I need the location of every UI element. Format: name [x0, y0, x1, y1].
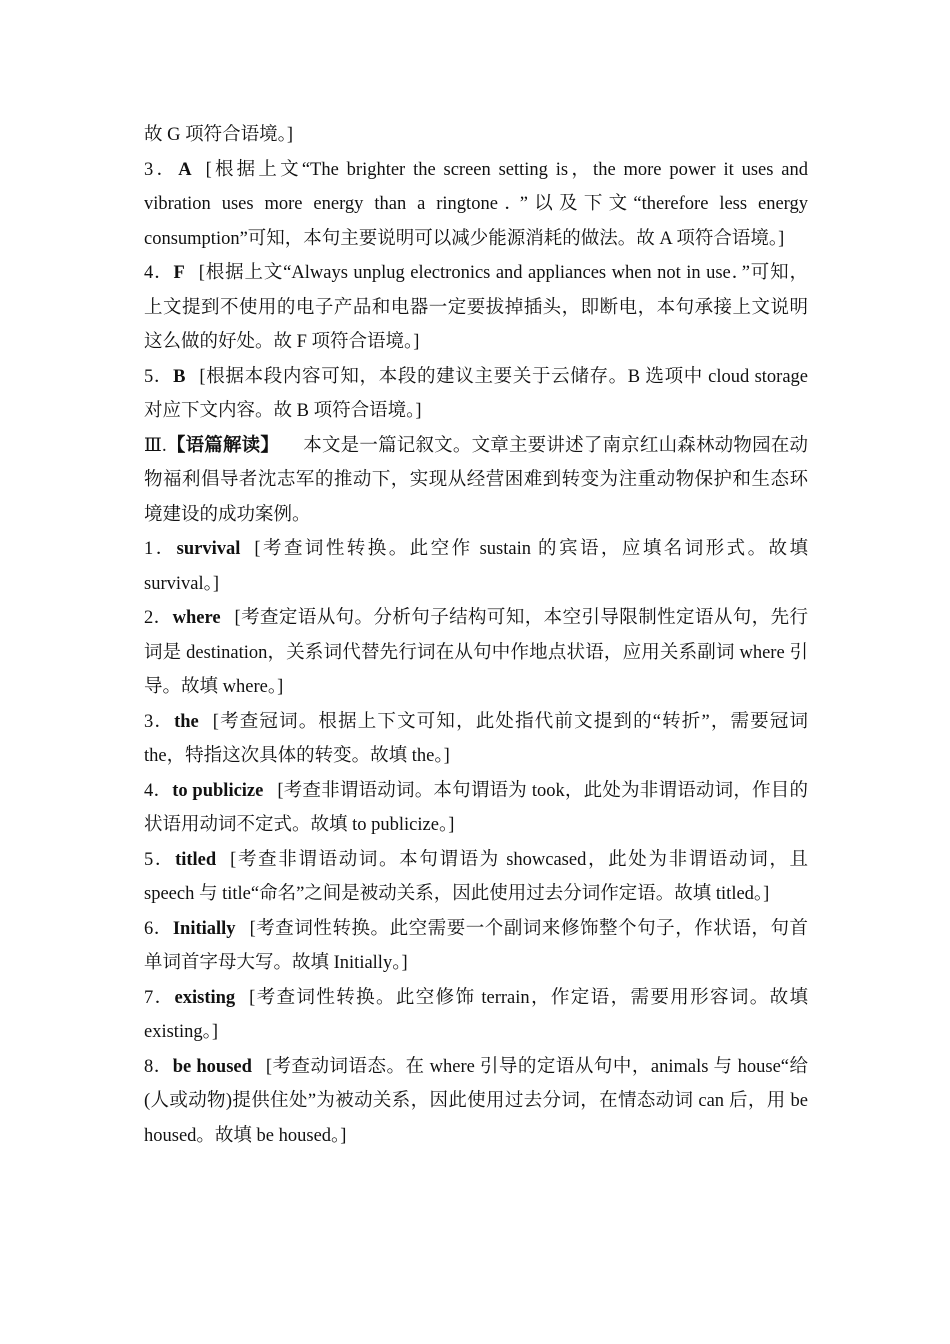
item-explanation: [考查冠词。根据上下文可知，此处指代前文提到的“转折”，需要冠词 the，特指这次具体的转变。故填 the。] — [144, 711, 808, 766]
section2-tail-text: 故 G 项符合语境。] — [144, 125, 294, 145]
item-answer: existing — [174, 987, 236, 1008]
item-explanation: [考查词性转换。此空修饰 terrain，作定语，需要用形容词。故填 existing。] — [144, 987, 808, 1042]
item-number: 2． — [144, 608, 173, 628]
item-answer: B — [173, 366, 186, 387]
item-explanation: [考查词性转换。此空需要一个副词来修饰整个句子，作状语，句首单词首字母大写。故填 Initially。] — [144, 918, 808, 973]
answer-item-s3-1 — [144, 532, 808, 601]
section2-tail — [144, 118, 808, 153]
item-answer: the — [174, 711, 199, 732]
section3-tag: 【语篇解读】 — [166, 435, 280, 456]
item-number: 5． — [144, 366, 174, 387]
section3-summary: 本文是一篇记叙文。文章主要讲述了南京红山森林动物园在动物福利倡导者沈志军的推动下，实现从经营困难到转变为注重动物保护和生态环境建设的成功案例。 — [144, 435, 808, 525]
answer-item-s3-6 — [144, 912, 808, 981]
answer-item-s2-3 — [144, 153, 808, 257]
item-answer: Initially — [172, 918, 236, 939]
item-explanation: [根据本段内容可知，本段的建议主要关于云储存。B 选项中 cloud storage 对应下文内容。故 B 项符合语境。] — [144, 366, 808, 421]
answer-item-s3-5 — [144, 843, 808, 912]
item-number: 4． — [144, 263, 174, 283]
item-number: 7． — [144, 987, 175, 1008]
item-explanation: [考查非谓语动词。本句谓语为 took，此处为非谓语动词，作目的状语用动词不定式。故填 to publicize。] — [144, 780, 808, 835]
document-page — [144, 118, 808, 1153]
item-number: 4． — [144, 780, 173, 801]
section3-intro — [144, 429, 808, 533]
item-explanation: [根据上文“The brighter the screen setting is，the more power it uses and vibration uses more energy than a ringtone．”以及下文“therefore less energy consumption”可知，本句主要说明可以减少能源消耗的做法。故 A 项符合语境。] — [144, 159, 808, 249]
answer-item-s2-4 — [144, 256, 808, 360]
item-number: 3． — [144, 711, 175, 732]
answer-item-s3-4 — [144, 774, 808, 843]
item-answer: where — [172, 608, 221, 628]
item-answer: to publicize — [172, 780, 264, 801]
item-answer: titled — [175, 849, 217, 870]
item-number: 5． — [144, 849, 176, 870]
answer-item-s3-8 — [144, 1050, 808, 1154]
item-explanation: [考查定语从句。分析句子结构可知，本空引导限制性定语从句，先行词是 destination，关系词代替先行词在从句中作地点状语，应用关系副词 where 引导。故填 where。] — [144, 608, 808, 697]
item-number: 1． — [144, 539, 177, 559]
item-answer: A — [178, 159, 192, 180]
section3-roman: Ⅲ. — [144, 435, 167, 456]
item-explanation: [考查非谓语动词。本句谓语为 showcased，此处为非谓语动词，且 speech 与 title“命名”之间是被动关系，因此使用过去分词作定语。故填 titled。] — [144, 849, 808, 904]
item-explanation: [根据上文“Always unplug electronics and appliances when not in use．”可知，上文提到不使用的电子产品和电器一定要拔掉插头，即断电，本句承接上文说明这么做的好处。故 F 项符合语境。] — [144, 263, 808, 352]
item-answer: survival — [176, 539, 241, 559]
answer-item-s3-2 — [144, 601, 808, 705]
answer-item-s3-3 — [144, 705, 808, 774]
item-answer: F — [173, 263, 185, 283]
item-explanation: [考查词性转换。此空作 sustain 的宾语，应填名词形式。故填 survival。] — [144, 539, 808, 594]
item-number: 6． — [144, 918, 173, 939]
item-number: 3． — [144, 159, 179, 180]
answer-item-s3-7 — [144, 981, 808, 1050]
item-explanation: [考查动词语态。在 where 引导的定语从句中，animals 与 house“给(人或动物)提供住处”为被动关系，因此使用过去分词，在情态动词 can 后，用 be housed。故填 be housed。] — [144, 1056, 808, 1146]
item-answer: be housed — [172, 1056, 252, 1077]
answer-item-s2-5 — [144, 360, 808, 429]
item-number: 8． — [144, 1056, 173, 1077]
